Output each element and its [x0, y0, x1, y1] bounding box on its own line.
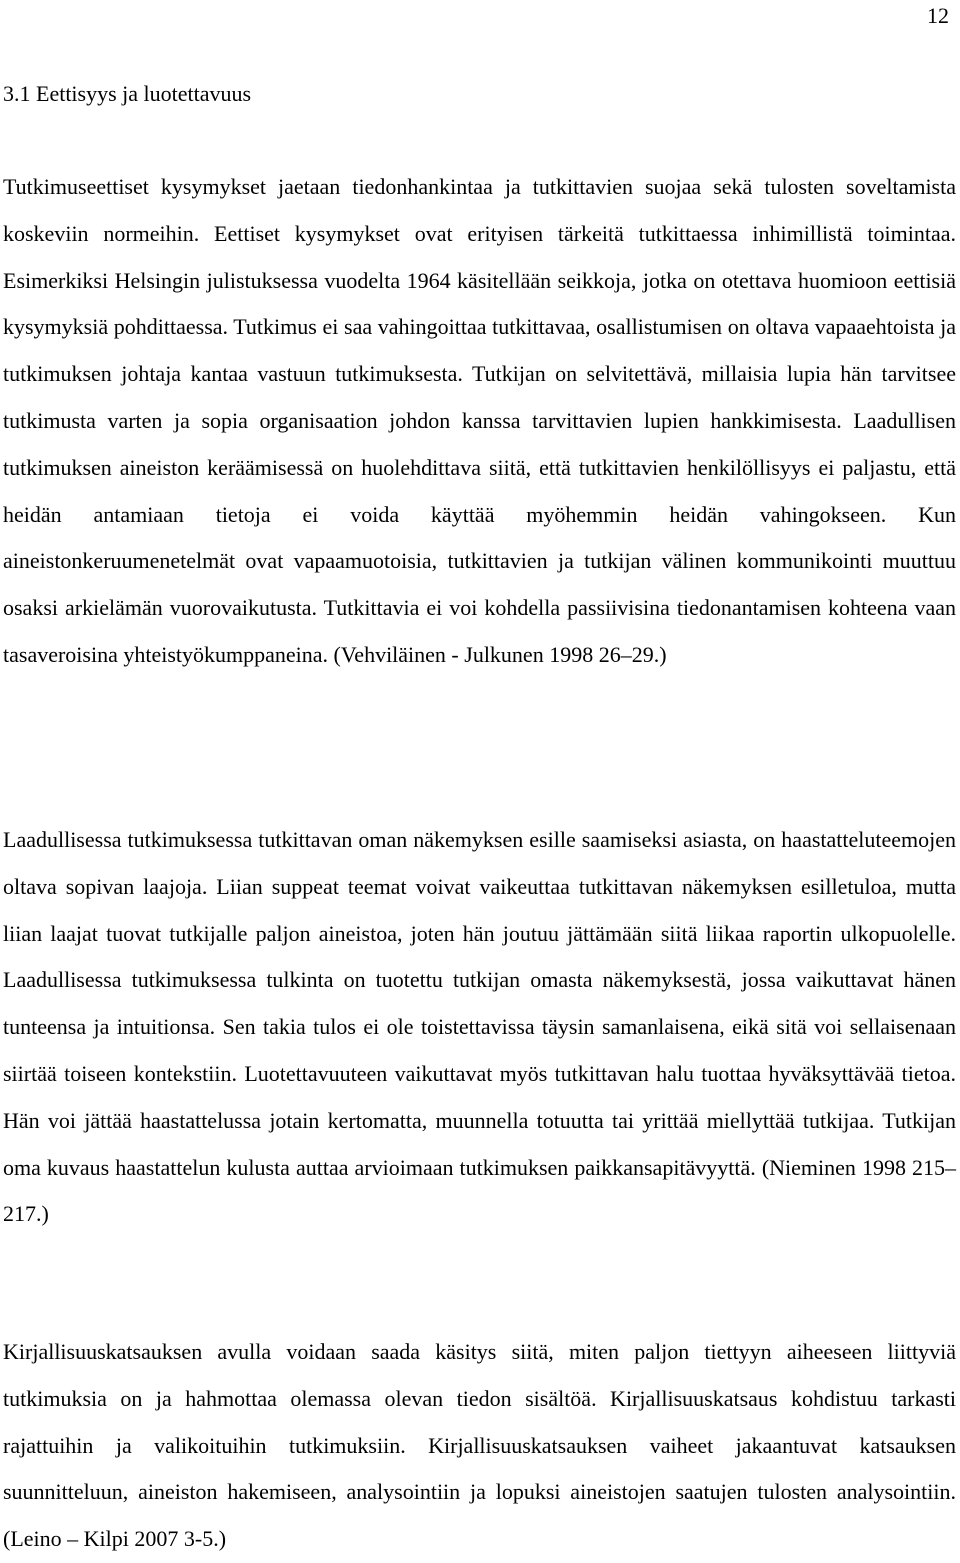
- paragraph-reliability: Laadullisessa tutkimuksessa tutkittavan oman näkemyksen esille saamiseksi asiasta, on haastatteluteemojen oltava sopivan laajoja. Liian suppeat teemat voivat vaikeuttaa tutkittavan näkemyksen esilletuloa, mutta liian laajat tuovat tutkijalle paljon aineistoa, joten hän joutuu jättämään siitä liikaa raportin ulkopuolelle. Laadullisessa tutkimuksessa tulkinta on tuotettu tutkijan omasta näkemyksestä, jossa vaikuttavat hänen tunteensa ja intuitionsa. Sen takia tulos ei ole toistettavissa täysin samanlaisena, eikä sitä voi sellaisenaan siirtää toiseen kontekstiin. Luotettavuuteen vaikuttavat myös tutkittavan halu tuottaa hyväksyttävää tietoa. Hän voi jättää haastattelussa jotain kertomatta, muunnella totuutta tai yrittää miellyttää tutkijaa. Tutkijan oma kuvaus haastattelun kulusta auttaa arvioimaan tutkimuksen paikkansapitävyyttä. (Nieminen 1998 215–217.): [3, 827, 956, 1227]
- page-number: 12: [927, 3, 949, 28]
- section-heading: 3.1 Eettisyys ja luotettavuus: [3, 81, 252, 106]
- paragraph-ethics: Tutkimuseettiset kysymykset jaetaan tiedonhankintaa ja tutkittavien suojaa sekä tulosten soveltamista koskeviin normeihin. Eettiset kysymykset ovat erityisen tärkeitä tutkittaessa inhimillistä toimintaa. Esimerkiksi Helsingin julistuksessa vuodelta 1964 käsitellään seikkoja, jotka on otettava huomioon eettisiä kysymyksiä pohdittaessa. Tutkimus ei saa vahingoittaa tutkittavaa, osallistumisen on oltava vapaaehtoista ja tutkimuksen johtaja kantaa vastuun tutkimuksesta. Tutkijan on selvitettävä, millaisia lupia hän tarvitsee tutkimusta varten ja sopia organisaation johdon kanssa tarvittavien lupien hankkimisesta. Laadullisen tutkimuksen aineiston keräämisessä on huolehdittava siitä, että tutkittavien henkilöllisyys ei paljastu, että heidän antamiaan tietoja ei voida käyttää myöhemmin heidän vahingokseen. Kun aineistonkeruumenetelmät ovat vapaamuotoisia, tutkittavien ja tutkijan välinen kommunikointi muuttuu osaksi arkielämän vuorovaikutusta. Tutkittavia ei voi kohdella passiivisina tiedonantamisen kohteena vaan tasaveroisina yhteistyökumppaneina. (Vehviläinen - Julkunen 1998 26–29.): [3, 174, 956, 667]
- paragraph-literature-review: Kirjallisuuskatsauksen avulla voidaan saada käsitys siitä, miten paljon tiettyyn aiheeseen liittyviä tutkimuksia on ja hahmottaa olemassa olevan tiedon sisältöä. Kirjallisuuskatsaus kohdistuu tarkasti rajattuihin ja valikoituihin tutkimuksiin. Kirjallisuuskatsauksen vaiheet jakaantuvat katsauksen suunnitteluun, aineiston hakemiseen, analysointiin ja lopuksi aineistojen saatujen tulosten analysointiin. (Leino – Kilpi 2007 3-5.): [3, 1339, 956, 1552]
